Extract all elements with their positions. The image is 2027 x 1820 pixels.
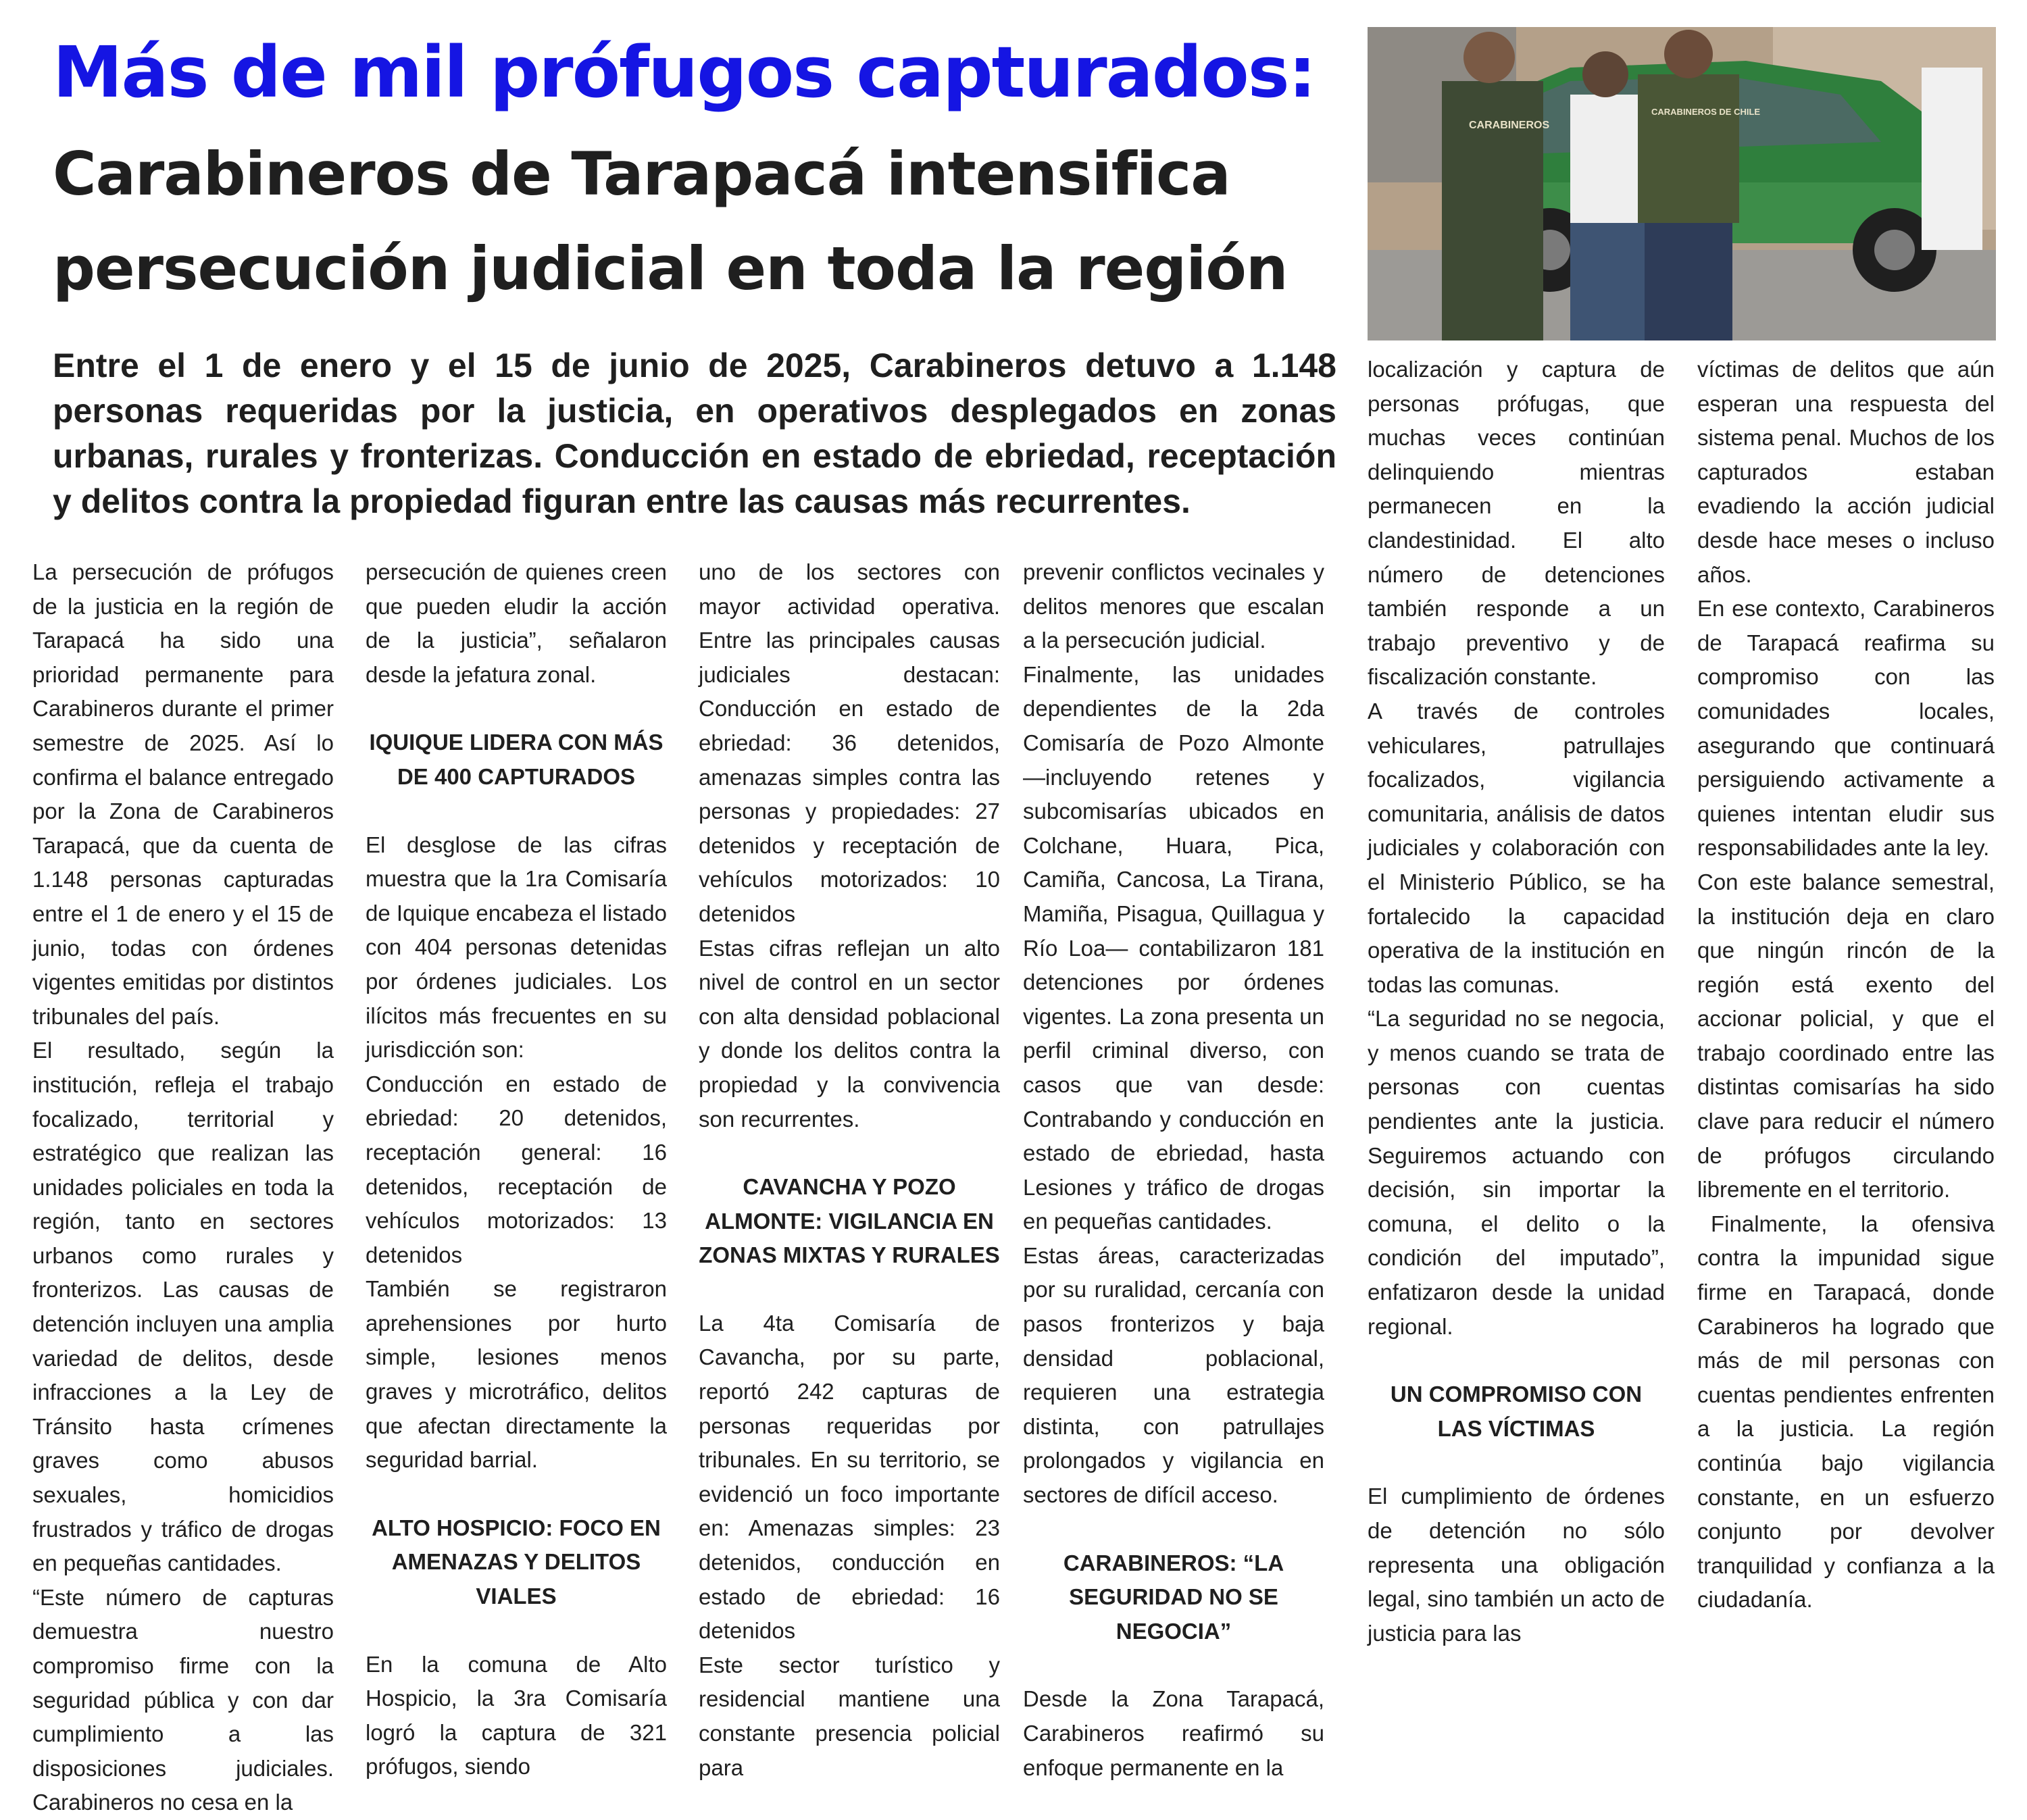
article-column-2 xyxy=(366,555,667,1779)
headline-kicker: Más de mil prófugos capturados: xyxy=(53,31,1316,113)
vest-text-left: CARABINEROS xyxy=(1469,120,1550,131)
body-paragraph: persecución de quienes creen que pueden eludir la acción de la justicia”, señalaron desde la jefatura zonal. xyxy=(366,559,667,687)
headline-title-line-1: Carabineros de Tarapacá intensifica xyxy=(53,139,1230,209)
article-column-3 xyxy=(699,555,1000,1780)
article-column-4 xyxy=(1023,555,1324,1780)
body-paragraph: Finalmente, las unidades dependientes de la 2da Comisaría de Pozo Almonte —incluyendo retenes y subcomisarías ubicados en Colchane, Huara, Pica, Camiña, Cancosa, La Tirana, Mamiña, Pisagua, Quillagua y Río Loa— contabilizaron 181 detenciones por órdenes vigentes. La zona presenta un perfil criminal diverso, con casos que van desde: Contrabando y conducción en estado de ebriedad, hasta Lesiones y tráfico de drogas en pequeñas cantidades. xyxy=(1023,661,1324,1234)
body-paragraph: El cumplimiento de órdenes de detención no sólo representa una obligación legal, sino también un acto de justicia para las xyxy=(1368,1484,1665,1646)
body-paragraph: Finalmente, la ofensiva contra la impunidad sigue firme en Tarapacá, donde Carabineros ha logrado que más de mil personas con cuentas pendientes enfrenten a la justicia. La región continúa bajo vigilancia constante, en un esfuerzo conjunto por devolver tranquilidad y confianza a la ciudadanía. xyxy=(1697,1211,1995,1613)
body-paragraph: El desglose de las cifras muestra que la 1ra Comisaría de Iquique encabeza el listado con 404 personas detenidas por órdenes judiciales. Los ilícitos más frecuentes en su jurisdicción son: xyxy=(366,832,667,1063)
news-photo-illustration xyxy=(1368,27,1996,340)
section-subheading: ALTO HOSPICIO: FOCO EN AMENAZAS Y DELITOS VIALES xyxy=(372,1515,661,1609)
vest-text-right: CARABINEROS DE CHILE xyxy=(1651,107,1761,117)
body-paragraph: El resultado, según la institución, refleja el trabajo focalizado, territorial y estratégico que realizan las unidades policiales en toda la región, tanto en sectores urbanos como rurales y fronterizos. Las causas de detención incluyen una amplia variedad de delitos, desde infracciones a la Ley de Tránsito hasta crímenes graves como abusos sexuales, homicidios frustrados y tráfico de drogas en pequeñas cantidades. xyxy=(32,1038,334,1576)
article-column-5 xyxy=(1368,353,1665,1690)
body-paragraph: Desde la Zona Tarapacá, Carabineros reafirmó su enfoque permanente en la xyxy=(1023,1686,1324,1780)
body-paragraph: Estas áreas, caracterizadas por su ruralidad, cercanía con pasos fronterizos y baja densidad poblacional, requieren una estrategia distinta, con patrullajes prolongados y vigilancia en sectores de difícil acceso. xyxy=(1023,1242,1324,1508)
body-paragraph: En ese contexto, Carabineros de Tarapacá reafirma su compromiso con las comunidades locales, asegurando que continuará persiguiendo activamente a quienes intentan eludir sus responsabilidades ante la ley. xyxy=(1697,596,1995,861)
headline-title xyxy=(53,127,1363,316)
body-paragraph: localización y captura de personas prófugas, que muchas veces continúan delinquiendo mientras permanecen en la clandestinidad. El alto número de detenciones también responde a un trabajo preventivo y de fiscalización constante. xyxy=(1368,357,1665,690)
section-subheading: IQUIQUE LIDERA CON MÁS DE 400 CAPTURADOS xyxy=(369,730,664,789)
body-paragraph: En la comuna de Alto Hospicio, la 3ra Comisaría logró la captura de 321 prófugos, siendo xyxy=(366,1651,667,1779)
section-subheading: CAVANCHA Y POZO ALMONTE: VIGILANCIA EN ZONAS MIXTAS Y RURALES xyxy=(699,1174,1000,1268)
lead-paragraph: Entre el 1 de enero y el 15 de junio de 2025, Carabineros detuvo a 1.148 personas requeridas por la justicia, en operativos desplegados en zonas urbanas, rurales y fronterizas. Conducción en estado de ebriedad, receptación y delitos contra la propiedad figuran entre las causas más recurrentes. xyxy=(53,347,1336,520)
body-paragraph: “Este número de capturas demuestra nuestro compromiso firme con la seguridad pública y con dar cumplimiento a las disposiciones judiciales. Carabineros no cesa en la xyxy=(32,1584,334,1815)
article-column-1 xyxy=(32,555,334,1815)
body-paragraph: Con este balance semestral, la institución deja en claro que ningún rincón de la región está exento del accionar policial, y que el trabajo coordinado entre las distintas comisarías ha sido clave para reducir el número de prófugos circulando libremente en el territorio. xyxy=(1697,869,1995,1203)
body-paragraph: uno de los sectores con mayor actividad operativa. Entre las principales causas judiciales destacan: Conducción en estado de ebriedad: 36 detenidos, amenazas simples contra las personas y propiedades: 27 detenidos y receptación de vehículos motorizados: 10 detenidos xyxy=(699,559,1000,926)
body-paragraph: “La seguridad no se negocia, y menos cuando se trata de personas con cuentas pendientes ante la justicia. Seguiremos actuando con decisión, sin importar la comuna, el delito o la condición del imputado”, enfatizaron desde la unidad regional. xyxy=(1368,1006,1665,1339)
body-paragraph: Este sector turístico y residencial mantiene una constante presencia policial para xyxy=(699,1652,1000,1780)
body-paragraph: La 4ta Comisaría de Cavancha, por su parte, reportó 242 capturas de personas requeridas por tribunales. En su territorio, se evidenció un foco importante en: Amenazas simples: 23 detenidos, conducción en estado de ebriedad: 16 detenidos xyxy=(699,1310,1000,1644)
section-subheading: UN COMPROMISO CON LAS VÍCTIMAS xyxy=(1390,1382,1643,1441)
body-paragraph: También se registraron aprehensiones por hurto simple, lesiones menos graves y microtráfico, delitos que afectan directamente la seguridad barrial. xyxy=(366,1276,667,1473)
news-photo xyxy=(1368,27,1996,340)
headline-title-line-2: persecución judicial en toda la región xyxy=(53,234,1288,303)
body-paragraph: A través de controles vehiculares, patrullajes focalizados, vigilancia comunitaria, análisis de datos judiciales y colaboración con el Ministerio Público, se ha fortalecido la capacidad operativa de la institución en todas las comunas. xyxy=(1368,698,1665,997)
article-column-6 xyxy=(1697,353,1995,1690)
body-paragraph: Estas cifras reflejan un alto nivel de control en un sector con alta densidad poblacional y donde los delitos contra la propiedad y la convivencia son recurrentes. xyxy=(699,935,1000,1132)
body-paragraph: víctimas de delitos que aún esperan una respuesta del sistema penal. Muchos de los capturados estaban evadiendo la acción judicial desde hace meses o incluso años. xyxy=(1697,357,1995,587)
section-subheading: CARABINEROS: “LA SEGURIDAD NO SE NEGOCIA” xyxy=(1063,1550,1284,1644)
body-paragraph: prevenir conflictos vecinales y delitos menores que escalan a la persecución judicial. xyxy=(1023,559,1324,653)
body-paragraph: La persecución de prófugos de la justicia en la región de Tarapacá ha sido una prioridad permanente para Carabineros durante el primer semestre de 2025. Así lo confirma el balance entregado por la Zona de Carabineros Tarapacá, que da cuenta de 1.148 personas capturadas entre el 1 de enero y el 15 de junio, todas con órdenes vigentes emitidas por distintos tribunales del país. xyxy=(32,559,334,1029)
body-paragraph: Conducción en estado de ebriedad: 20 detenidos, receptación general: 16 detenidos, receptación de vehículos motorizados: 13 detenidos xyxy=(366,1071,667,1267)
